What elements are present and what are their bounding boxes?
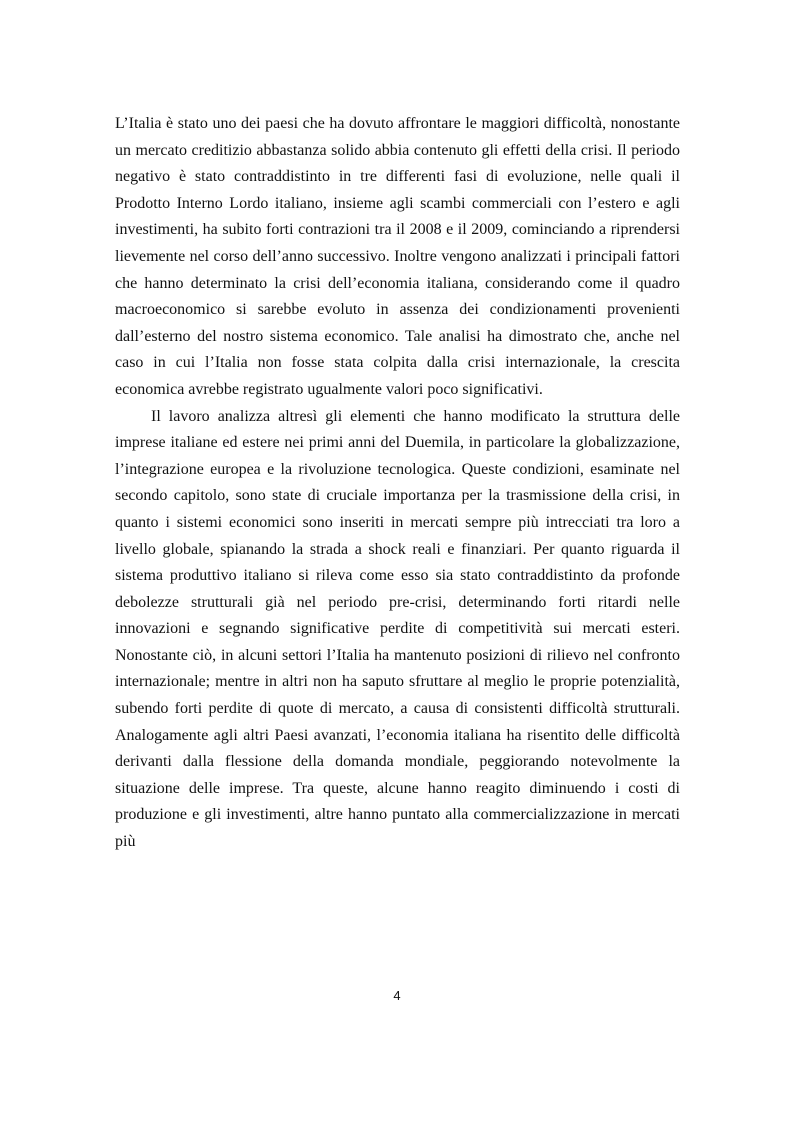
document-page bbox=[115, 111, 680, 856]
page-number: 4 bbox=[393, 988, 401, 1003]
paragraph-crisis-italy: L’Italia è stato uno dei paesi che ha dovuto affrontare le maggiori difficoltà, nonostante un mercato creditizio abbastanza solido abbia contenuto gli effetti della crisi. Il periodo negativo è stato contraddistinto in tre differenti fasi di evoluzione, nelle quali il Prodotto Interno Lordo italiano, insieme agli scambi commerciali con l’estero e agli investimenti, ha subito forti contrazioni tra il 2008 e il 2009, cominciando a riprendersi lievemente nel corso dell’anno successivo. Inoltre vengono analizzati i principali fattori che hanno determinato la crisi dell’economia italiana, considerando come il quadro macroeconomico si sarebbe evoluto in assenza dei condizionamenti provenienti dall’esterno del nostro sistema economico. Tale analisi ha dimostrato che, anche nel caso in cui l’Italia non fosse stata colpita dalla crisi internazionale, la crescita economica avrebbe registrato ugualmente valori poco significativi. bbox=[115, 115, 680, 398]
paragraph-structural-changes: Il lavoro analizza altresì gli elementi che hanno modificato la struttura delle imprese italiane ed estere nei primi anni del Duemila, in particolare la globalizzazione, l’integrazione europea e la rivoluzione tecnologica. Queste condizioni, esaminate nel secondo capitolo, sono state di cruciale importanza per la trasmissione della crisi, in quanto i sistemi economici sono inseriti in mercati sempre più intrecciati tra loro a livello globale, spianando la strada a shock reali e finanziari. Per quanto riguarda il sistema produttivo italiano si rileva come esso sia stato contraddistinto da profonde debolezze strutturali già nel periodo pre-crisi, determinando forti ritardi nelle innovazioni e segnando significative perdite di competitività sui mercati esteri. Nonostante ciò, in alcuni settori l’Italia ha mantenuto posizioni di rilievo nel confronto internazionale; mentre in altri non ha saputo sfruttare al meglio le proprie potenzialità, subendo forti perdite di quote di mercato, a causa di consistenti difficoltà strutturali. Analogamente agli altri Paesi avanzati, l’economia italiana ha risentito delle difficoltà derivanti dalla flessione della domanda mondiale, peggiorando notevolmente la situazione delle imprese. Tra queste, alcune hanno reagito diminuendo i costi di produzione e gli investimenti, altre hanno puntato alla commercializzazione in mercati più bbox=[115, 407, 680, 851]
